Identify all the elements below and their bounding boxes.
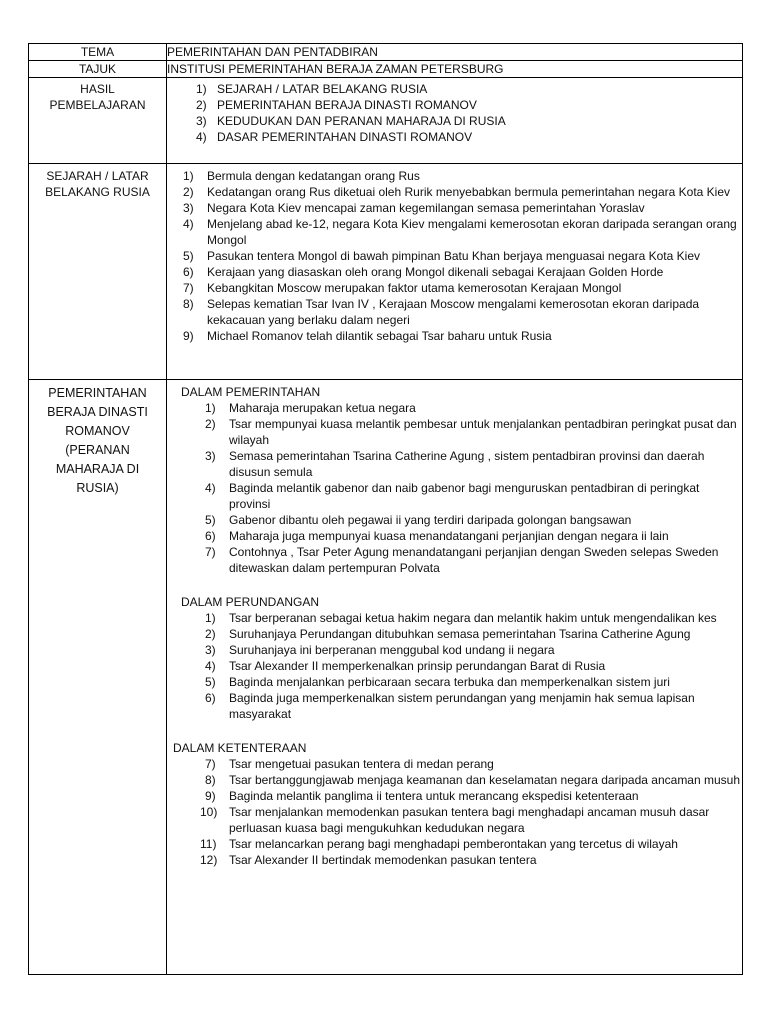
list-item xyxy=(167,610,742,626)
item-number: 9) xyxy=(205,789,216,803)
hasil-label xyxy=(29,78,167,164)
item-number: 7) xyxy=(183,281,194,295)
section-ketenteraan xyxy=(167,740,742,868)
list-item xyxy=(167,836,742,852)
row-hasil xyxy=(29,78,743,164)
section-title: DALAM KETENTERAAN xyxy=(173,741,307,755)
item-number: 6) xyxy=(205,529,216,543)
item-text: Bermula dengan kedatangan orang Rus xyxy=(207,169,420,183)
list-item xyxy=(167,129,742,145)
tajuk-value: INSTITUSI PEMERINTAHAN BERAJA ZAMAN PETERSBURG xyxy=(167,61,743,78)
section-list xyxy=(167,400,742,576)
item-number: 4) xyxy=(196,130,207,144)
item-number: 4) xyxy=(205,481,216,495)
item-text: Menjelang abad ke-12, negara Kota Kiev mengalami kemerosotan ekoran daripada serangan orang Mongol xyxy=(207,217,737,247)
item-number: 4) xyxy=(183,217,194,231)
romanov-label-line: PEMERINTAHAN xyxy=(48,386,147,400)
romanov-label xyxy=(29,380,167,975)
item-text: Maharaja juga mempunyai kuasa menandatangani perjanjian dengan negara ii lain xyxy=(229,529,669,543)
list-item xyxy=(167,248,742,264)
item-number: 1) xyxy=(183,169,194,183)
item-text: Kedatangan orang Rus diketuai oleh Rurik menyebabkan bermula pemerintahan negara Kota Kiev xyxy=(207,185,731,199)
item-text: Tsar Alexander II bertindak memodenkan pasukan tentera xyxy=(229,853,537,867)
item-number: 9) xyxy=(183,329,194,343)
item-text: Kebangkitan Moscow merupakan faktor utama kemerosotan Kerajaan Mongol xyxy=(207,281,622,295)
list-item xyxy=(167,81,742,97)
list-item xyxy=(167,658,742,674)
item-number: 7) xyxy=(205,757,216,771)
item-number: 11) xyxy=(200,837,217,851)
item-number: 1) xyxy=(196,82,207,96)
list-item xyxy=(167,804,742,836)
item-text: Baginda melantik panglima ii tentera untuk merancang ekspedisi ketenteraan xyxy=(229,789,639,803)
item-number: 3) xyxy=(205,643,216,657)
notes-table xyxy=(28,43,743,975)
list-item xyxy=(167,448,742,480)
item-number: 2) xyxy=(183,185,194,199)
item-number: 3) xyxy=(196,114,207,128)
sejarah-label xyxy=(29,164,167,380)
item-text: Tsar Alexander II memperkenalkan prinsip perundangan Barat di Rusia xyxy=(229,659,606,673)
tajuk-label: TAJUK xyxy=(29,61,167,78)
sejarah-label-line: BELAKANG RUSIA xyxy=(45,185,150,199)
list-item xyxy=(167,97,742,113)
list-item xyxy=(167,328,742,344)
item-text: Selepas kematian Tsar Ivan IV , Kerajaan Moscow mengalami kemerosotan ekoran daripada kekacauan yang berlaku dalam negeri xyxy=(207,297,700,327)
hasil-list xyxy=(167,81,742,145)
item-text: Contohnya , Tsar Peter Agung menandatangani perjanjian dengan Sweden selepas Sweden ditewaskan dalam pertempuran Polvata xyxy=(229,545,719,575)
hasil-label-line: HASIL xyxy=(80,82,115,96)
section-perundangan xyxy=(167,594,742,722)
item-text: DASAR PEMERINTAHAN DINASTI ROMANOV xyxy=(217,130,473,144)
section-title: DALAM PERUNDANGAN xyxy=(181,595,320,609)
list-item xyxy=(167,113,742,129)
item-text: Tsar berperanan sebagai ketua hakim negara dan melantik hakim untuk mengendalikan kes xyxy=(229,611,717,625)
item-text: Tsar melancarkan perang bagi menghadapi pemberontakan yang tercetus di wilayah xyxy=(229,837,678,851)
item-text: Kerajaan yang diasaskan oleh orang Mongol dikenali sebagai Kerajaan Golden Horde xyxy=(207,265,664,279)
sejarah-label-line: SEJARAH / LATAR xyxy=(46,169,149,183)
list-item xyxy=(167,400,742,416)
section-pemerintahan xyxy=(167,384,742,576)
section-list xyxy=(167,610,742,722)
item-text: SEJARAH / LATAR BELAKANG RUSIA xyxy=(217,82,428,96)
list-item xyxy=(167,674,742,690)
list-item xyxy=(167,544,742,576)
sejarah-list xyxy=(167,168,742,344)
item-number: 3) xyxy=(183,201,194,215)
row-sejarah xyxy=(29,164,743,380)
row-romanov xyxy=(29,380,743,975)
list-item xyxy=(167,756,742,772)
romanov-label-line: MAHARAJA DI xyxy=(55,462,140,476)
item-text: Gabenor dibantu oleh pegawai ii yang terdiri daripada golongan bangsawan xyxy=(229,513,632,527)
romanov-label-line: BERAJA DINASTI xyxy=(47,405,148,419)
item-text: Baginda melantik gabenor dan naib gabenor bagi menguruskan pentadbiran di peringkat provinsi xyxy=(229,481,700,511)
item-text: Tsar bertanggungjawab menjaga keamanan dan keselamatan negara daripada ancaman musuh xyxy=(229,773,741,787)
romanov-label-line: RUSIA) xyxy=(76,481,119,495)
section-list xyxy=(167,756,742,868)
item-text: Michael Romanov telah dilantik sebagai Tsar baharu untuk Rusia xyxy=(207,329,552,343)
item-number: 5) xyxy=(205,675,216,689)
list-item xyxy=(167,690,742,722)
list-item xyxy=(167,788,742,804)
hasil-content xyxy=(167,78,743,164)
romanov-label-line: (PERANAN xyxy=(65,443,130,457)
hasil-label-line: PEMBELAJARAN xyxy=(49,98,146,112)
item-number: 1) xyxy=(205,611,216,625)
item-number: 12) xyxy=(200,853,218,867)
list-item xyxy=(167,216,742,248)
item-number: 10) xyxy=(200,805,218,819)
list-item xyxy=(167,416,742,448)
tema-label: TEMA xyxy=(29,44,167,61)
item-text: Pasukan tentera Mongol di bawah pimpinan Batu Khan berjaya menguasai negara Kota Kiev xyxy=(207,249,700,263)
item-text: Tsar mengetuai pasukan tentera di medan perang xyxy=(229,757,494,771)
item-number: 2) xyxy=(196,98,207,112)
romanov-label-line: ROMANOV xyxy=(65,424,130,438)
item-text: Tsar mempunyai kuasa melantik pembesar untuk menjalankan pentadbiran peringkat pusat dan wilayah xyxy=(229,417,737,447)
romanov-content xyxy=(167,380,743,975)
list-item xyxy=(167,528,742,544)
item-text: Semasa pemerintahan Tsarina Catherine Agung , sistem pentadbiran provinsi dan daerah disusun semula xyxy=(229,449,705,479)
item-text: Suruhanjaya Perundangan ditubuhkan semasa pemerintahan Tsarina Catherine Agung xyxy=(229,627,691,641)
item-text: Maharaja merupakan ketua negara xyxy=(229,401,416,415)
item-number: 5) xyxy=(183,249,194,263)
item-number: 7) xyxy=(205,545,216,559)
item-text: Baginda juga memperkenalkan sistem perundangan yang menjamin hak semua lapisan masyarakat xyxy=(229,691,695,721)
item-number: 6) xyxy=(205,691,216,705)
item-text: KEDUDUKAN DAN PERANAN MAHARAJA DI RUSIA xyxy=(217,114,506,128)
sejarah-content xyxy=(167,164,743,380)
section-title: DALAM PEMERINTAHAN xyxy=(181,385,321,399)
list-item xyxy=(167,168,742,184)
row-tajuk xyxy=(29,61,743,78)
item-number: 2) xyxy=(205,627,216,641)
item-text: Negara Kota Kiev mencapai zaman kegemilangan semasa pemerintahan Yoraslav xyxy=(207,201,645,215)
list-item xyxy=(167,772,742,788)
list-item xyxy=(167,264,742,280)
tema-value: PEMERINTAHAN DAN PENTADBIRAN xyxy=(167,44,743,61)
item-number: 3) xyxy=(205,449,216,463)
item-number: 6) xyxy=(183,265,194,279)
row-tema xyxy=(29,44,743,61)
item-number: 4) xyxy=(205,659,216,673)
list-item xyxy=(167,642,742,658)
item-text: PEMERINTAHAN BERAJA DINASTI ROMANOV xyxy=(217,98,477,112)
item-text: Tsar menjalankan memodenkan pasukan tentera bagi menghadapi ancaman musuh dasar perluasan kuasa bagi mengukuhkan kedudukan negara xyxy=(229,805,710,835)
item-number: 8) xyxy=(183,297,194,311)
list-item xyxy=(167,184,742,200)
list-item xyxy=(167,480,742,512)
item-number: 5) xyxy=(205,513,216,527)
list-item xyxy=(167,626,742,642)
list-item xyxy=(167,296,742,328)
item-number: 8) xyxy=(205,773,216,787)
list-item xyxy=(167,512,742,528)
item-text: Baginda menjalankan perbicaraan secara terbuka dan memperkenalkan sistem juri xyxy=(229,675,670,689)
list-item xyxy=(167,280,742,296)
item-text: Suruhanjaya ini berperanan menggubal kod undang ii negara xyxy=(229,643,555,657)
item-number: 1) xyxy=(205,401,216,415)
item-number: 2) xyxy=(205,417,216,431)
list-item xyxy=(167,852,742,868)
list-item xyxy=(167,200,742,216)
